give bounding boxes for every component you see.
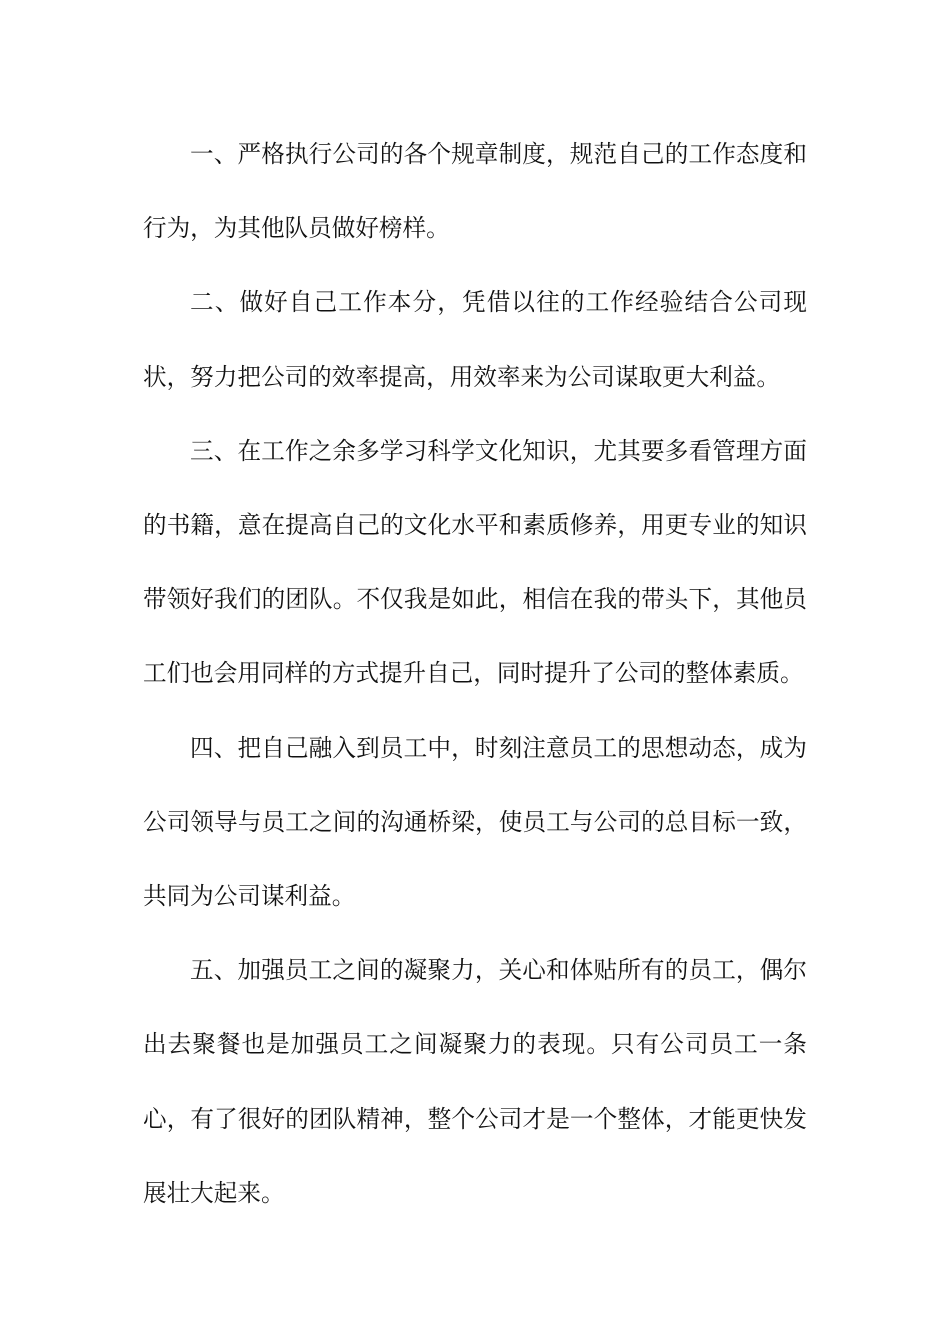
paragraph-2: 二、做好自己工作本分，凭借以往的工作经验结合公司现状，努力把公司的效率提高，用效率来为公司谋取更大利益。 (143, 288, 807, 391)
document-body (143, 117, 807, 1230)
paragraph-4: 四、把自己融入到员工中，时刻注意员工的思想动态，成为公司领导与员工之间的沟通桥梁，使员工与公司的总目标一致，共同为公司谋利益。 (143, 733, 807, 911)
paragraph-1: 一、严格执行公司的各个规章制度，规范自己的工作态度和行为，为其他队员做好榜样。 (143, 140, 807, 243)
paragraph-3: 三、在工作之余多学习科学文化知识，尤其要多看管理方面的书籍，意在提高自己的文化水平和素质修养，用更专业的知识带领好我们的团队。不仅我是如此，相信在我的带头下，其他员工们也会用同样的方式提升自己，同时提升了公司的整体素质。 (143, 436, 807, 688)
paragraph-5: 五、加强员工之间的凝聚力，关心和体贴所有的员工，偶尔出去聚餐也是加强员工之间凝聚力的表现。只有公司员工一条心，有了很好的团队精神，整个公司才是一个整体，才能更快发展壮大起来。 (143, 956, 807, 1207)
